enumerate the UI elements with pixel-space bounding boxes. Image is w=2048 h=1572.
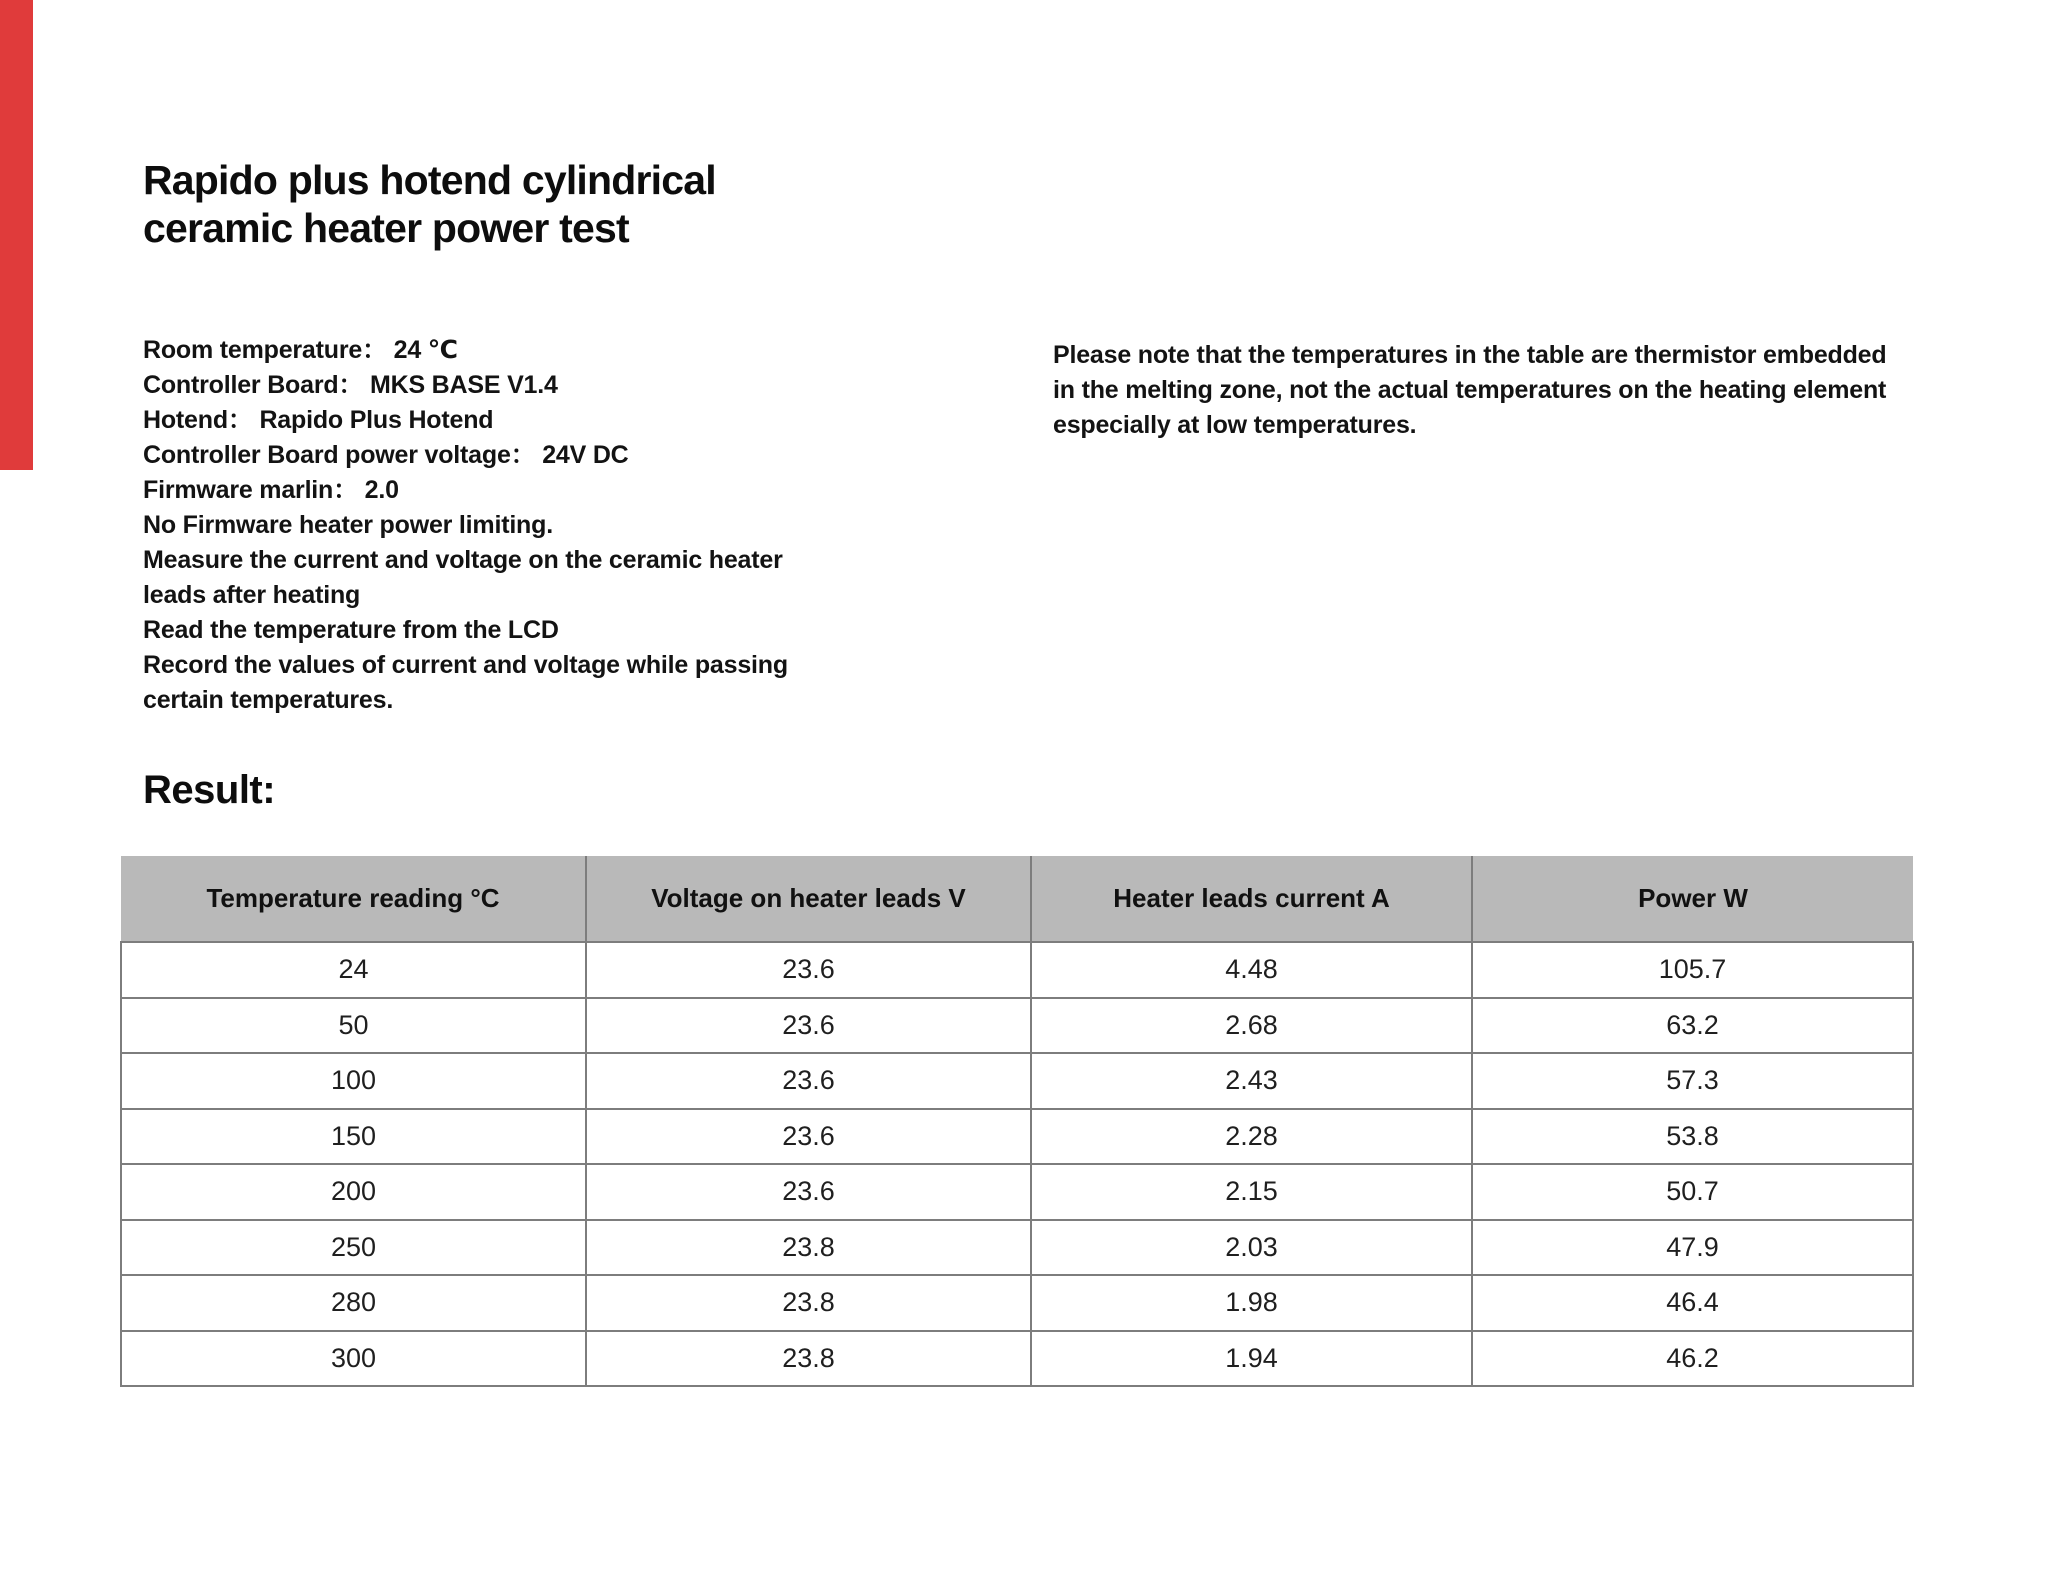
setup-line: No Firmware heater power limiting.: [143, 511, 553, 539]
table-cell: 105.7: [1472, 942, 1913, 998]
setup-notes: [143, 333, 788, 718]
table-cell: 4.48: [1031, 942, 1472, 998]
setup-line: certain temperatures.: [143, 686, 394, 714]
note-line: in the melting zone, not the actual temperatures on the heating element: [1053, 376, 1887, 404]
table-cell: 280: [121, 1275, 586, 1331]
table-cell: 2.28: [1031, 1109, 1472, 1165]
table-cell: 150: [121, 1109, 586, 1165]
page-title-line-1: Rapido plus hotend cylindrical: [143, 157, 716, 203]
table-row: [121, 942, 1913, 998]
setup-line: Record the values of current and voltage while passing: [143, 651, 788, 679]
table-cell: 2.43: [1031, 1053, 1472, 1109]
table-cell: 23.6: [586, 1164, 1031, 1220]
table-cell: 23.8: [586, 1220, 1031, 1276]
setup-line: Read the temperature from the LCD: [143, 616, 559, 644]
setup-line: Firmware marlin： 2.0: [143, 476, 399, 504]
table-cell: 63.2: [1472, 998, 1913, 1054]
table-cell: 24: [121, 942, 586, 998]
page-title-line-2: ceramic heater power test: [143, 205, 629, 251]
table-header-row: [121, 856, 1913, 942]
table-cell: 2.68: [1031, 998, 1472, 1054]
result-heading: Result:: [143, 768, 276, 812]
table-cell: 200: [121, 1164, 586, 1220]
setup-line: leads after heating: [143, 581, 361, 609]
table-cell: 250: [121, 1220, 586, 1276]
table-cell: 57.3: [1472, 1053, 1913, 1109]
table-header-cell: Voltage on heater leads V: [586, 856, 1031, 942]
table-cell: 23.6: [586, 998, 1031, 1054]
note-line: Please note that the temperatures in the table are thermistor embedded: [1053, 341, 1887, 369]
table-cell: 53.8: [1472, 1109, 1913, 1165]
table-cell: 2.15: [1031, 1164, 1472, 1220]
table-row: [121, 998, 1913, 1054]
table-cell: 23.8: [586, 1275, 1031, 1331]
table-cell: 23.8: [586, 1331, 1031, 1387]
setup-line: Controller Board power voltage： 24V DC: [143, 441, 629, 469]
result-table: [120, 856, 1914, 1387]
table-cell: 23.6: [586, 1109, 1031, 1165]
setup-line: Hotend： Rapido Plus Hotend: [143, 406, 494, 434]
red-accent-bar: [0, 0, 33, 470]
note-paragraph: [1053, 338, 1886, 443]
table-row: [121, 1109, 1913, 1165]
table-header-cell: Power W: [1472, 856, 1913, 942]
table-header-cell: Heater leads current A: [1031, 856, 1472, 942]
table-row: [121, 1053, 1913, 1109]
table-cell: 46.2: [1472, 1331, 1913, 1387]
table-cell: 1.94: [1031, 1331, 1472, 1387]
table-cell: 23.6: [586, 1053, 1031, 1109]
table-cell: 50.7: [1472, 1164, 1913, 1220]
page-title: [143, 156, 716, 252]
setup-line: Measure the current and voltage on the ceramic heater: [143, 546, 783, 574]
table-row: [121, 1220, 1913, 1276]
setup-line: Controller Board： MKS BASE V1.4: [143, 371, 558, 399]
table-row: [121, 1331, 1913, 1387]
table-cell: 23.6: [586, 942, 1031, 998]
setup-line: Room temperature： 24 ℃: [143, 336, 458, 364]
table-cell: 1.98: [1031, 1275, 1472, 1331]
table-row: [121, 1164, 1913, 1220]
table-cell: 46.4: [1472, 1275, 1913, 1331]
table-cell: 50: [121, 998, 586, 1054]
table-row: [121, 1275, 1913, 1331]
table-cell: 2.03: [1031, 1220, 1472, 1276]
table-cell: 47.9: [1472, 1220, 1913, 1276]
note-line: especially at low temperatures.: [1053, 411, 1417, 439]
table-cell: 100: [121, 1053, 586, 1109]
table-header-cell: Temperature reading °C: [121, 856, 586, 942]
table-cell: 300: [121, 1331, 586, 1387]
